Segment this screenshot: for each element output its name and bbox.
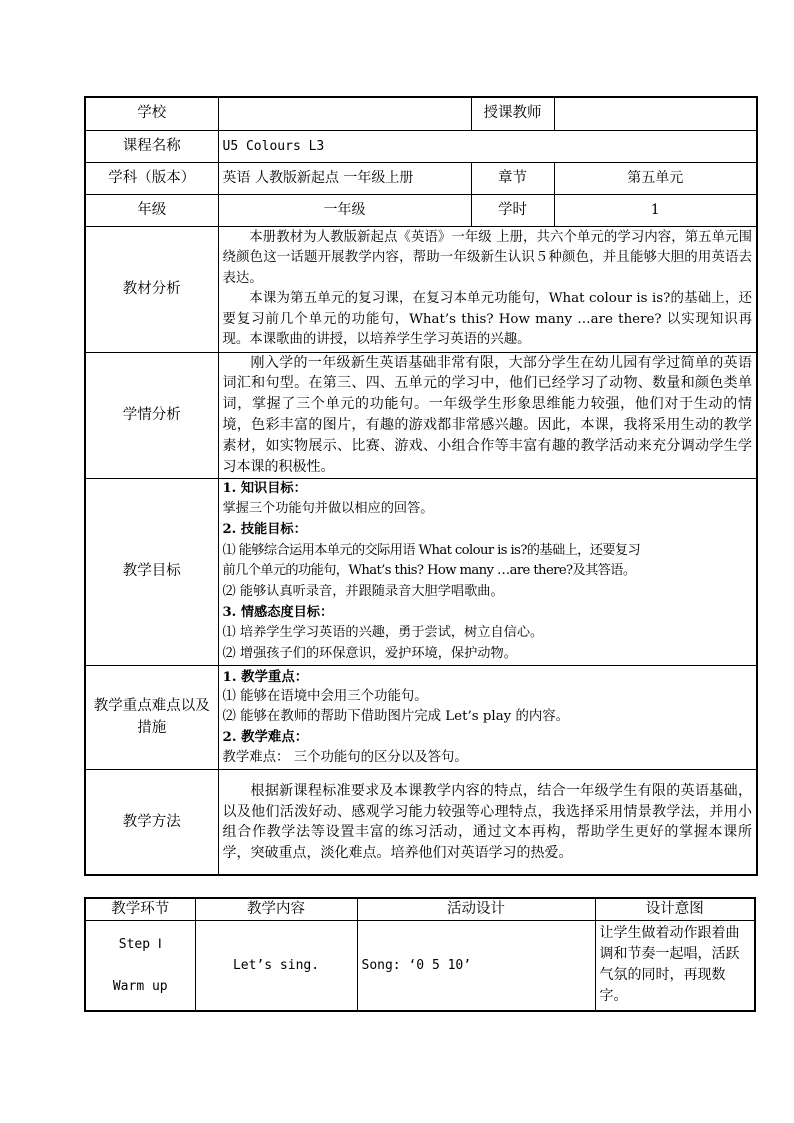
objectives-label: 教学目标 <box>85 478 218 665</box>
header-content: 教学内容 <box>195 898 357 921</box>
knowledge-objective-1: 掌握三个功能句并做以相应的回答。 <box>222 501 434 517</box>
attitude-objective-1: ⑴ 培养学生学习英语的兴趣，勇于尝试，树立自信心。 <box>222 625 544 641</box>
grade-label: 年级 <box>85 194 218 226</box>
teacher-label: 授课教师 <box>471 97 554 130</box>
hours-value: 1 <box>554 194 757 226</box>
objectives-row <box>85 478 757 665</box>
lesson-info-table <box>84 96 758 876</box>
intent-cell: 让学生做着动作跟着曲调和节奏一起唱，活跃气氛的同时，再现数字。 <box>595 921 755 1011</box>
skill-objective-1b: 前几个单元的功能句，What’s this? How many …are there?及其答语。 <box>222 563 636 579</box>
course-row <box>85 130 757 162</box>
grade-value: 一年级 <box>218 194 471 226</box>
subject-row <box>85 162 757 194</box>
students-analysis <box>218 352 757 478</box>
keypoints-content <box>218 665 757 769</box>
difficulty-1: 教学难点： 三个功能句的区分以及答句。 <box>222 749 468 765</box>
school-label: 学校 <box>85 97 218 130</box>
methods-label: 教学方法 <box>85 769 218 875</box>
keypoints-label: 教学重点难点以及措施 <box>85 665 218 769</box>
step-cell <box>85 921 195 1011</box>
attitude-objective-2: ⑵ 增强孩子们的环保意识，爱护环境，保护动物。 <box>222 646 517 662</box>
chapter-value: 第五单元 <box>554 162 757 194</box>
methods-paragraph: 根据新课程标准要求及本课教学内容的特点，结合一年级学生有限的英语基础，以及他们活泼好动、感观学习能力较强等心理特点，我选择采用情景教学法，并用小组合作教学法等设置丰富的练习活动，通过文本再构，帮助学生更好的掌握本课所学，突破重点，淡化难点。培养他们对英语学习的热爱。 <box>222 783 752 861</box>
objectives-content <box>218 478 757 665</box>
attitude-objective-heading: 3. 情感态度目标： <box>222 604 334 620</box>
process-row <box>85 921 755 1011</box>
key-point-2: ⑵ 能够在教师的帮助下借助图片完成 Let’s play 的内容。 <box>222 709 570 725</box>
chapter-label: 章节 <box>471 162 554 194</box>
hours-label: 学时 <box>471 194 554 226</box>
header-step: 教学环节 <box>85 898 195 921</box>
textbook-analysis <box>218 226 757 352</box>
knowledge-objective-heading: 1. 知识目标： <box>222 480 307 496</box>
grade-row <box>85 194 757 226</box>
step-line-2: Warm up <box>112 978 168 994</box>
methods-content <box>218 769 757 875</box>
teacher-value <box>554 97 757 130</box>
skill-objective-heading: 2. 技能目标： <box>222 521 307 537</box>
textbook-label: 教材分析 <box>85 226 218 352</box>
subject-label: 学科（版本） <box>85 162 218 194</box>
textbook-paragraph-2: 本课为第五单元的复习课，在复习本单元功能句，What colour is is?的基础上，还要复习前几个单元的功能句，What’s this? How many …are there? 以实现知识再现。本课歌曲的讲授，以培养学生学习英语的兴趣。 <box>222 291 752 347</box>
activity-cell: Song: ‘0 5 10’ <box>357 921 595 1011</box>
header-intent: 设计意图 <box>595 898 755 921</box>
school-row <box>85 97 757 130</box>
keypoints-row <box>85 665 757 769</box>
school-value <box>218 97 471 130</box>
methods-row <box>85 769 757 875</box>
teaching-process-table <box>84 897 756 1012</box>
students-row <box>85 352 757 478</box>
key-points-heading: 1. 教学重点： <box>222 668 309 685</box>
students-label: 学情分析 <box>85 352 218 478</box>
content-cell: Let’s sing. <box>195 921 357 1011</box>
textbook-row <box>85 226 757 352</box>
key-point-1: ⑴ 能够在语境中会用三个功能句。 <box>222 688 428 704</box>
course-label: 课程名称 <box>85 130 218 162</box>
process-header-row <box>85 898 755 921</box>
textbook-paragraph-1: 本册教材为人教版新起点《英语》一年级 上册，共六个单元的学习内容，第五单元围绕颜色这一话题开展教学内容，帮助一年级新生认识５种颜色，并且能够大胆的用英语去表达。 <box>222 229 752 286</box>
skill-objective-2: ⑵ 能够认真听录音，并跟随录音大胆学唱歌曲。 <box>222 584 504 600</box>
students-paragraph: 刚入学的一年级新生英语基础非常有限，大部分学生在幼儿园有学过简单的英语词汇和句型。在第三、四、五单元的学习中，他们已经学习了动物、数量和颜色类单词，掌握了三个单元的功能句。一年级学生形象思维能力较强，他们对于生动的情境，色彩丰富的图片，有趣的游戏都非常感兴趣。因此，本课，我将采用生动的教学素材，如实物展示、比赛、游戏、小组合作等丰富有趣的教学活动来充分调动学生学习本课的积极性。 <box>222 354 752 475</box>
step-line-1: Step Ⅰ <box>118 936 162 952</box>
course-value: U5 Colours L3 <box>218 130 757 162</box>
difficulty-heading: 2. 教学难点： <box>222 729 309 746</box>
header-activity: 活动设计 <box>357 898 595 921</box>
skill-objective-1a: ⑴ 能够综合运用本单元的交际用语 What colour is is?的基础上，还要复习 <box>222 542 641 558</box>
subject-value: 英语 人教版新起点 一年级上册 <box>218 162 471 194</box>
